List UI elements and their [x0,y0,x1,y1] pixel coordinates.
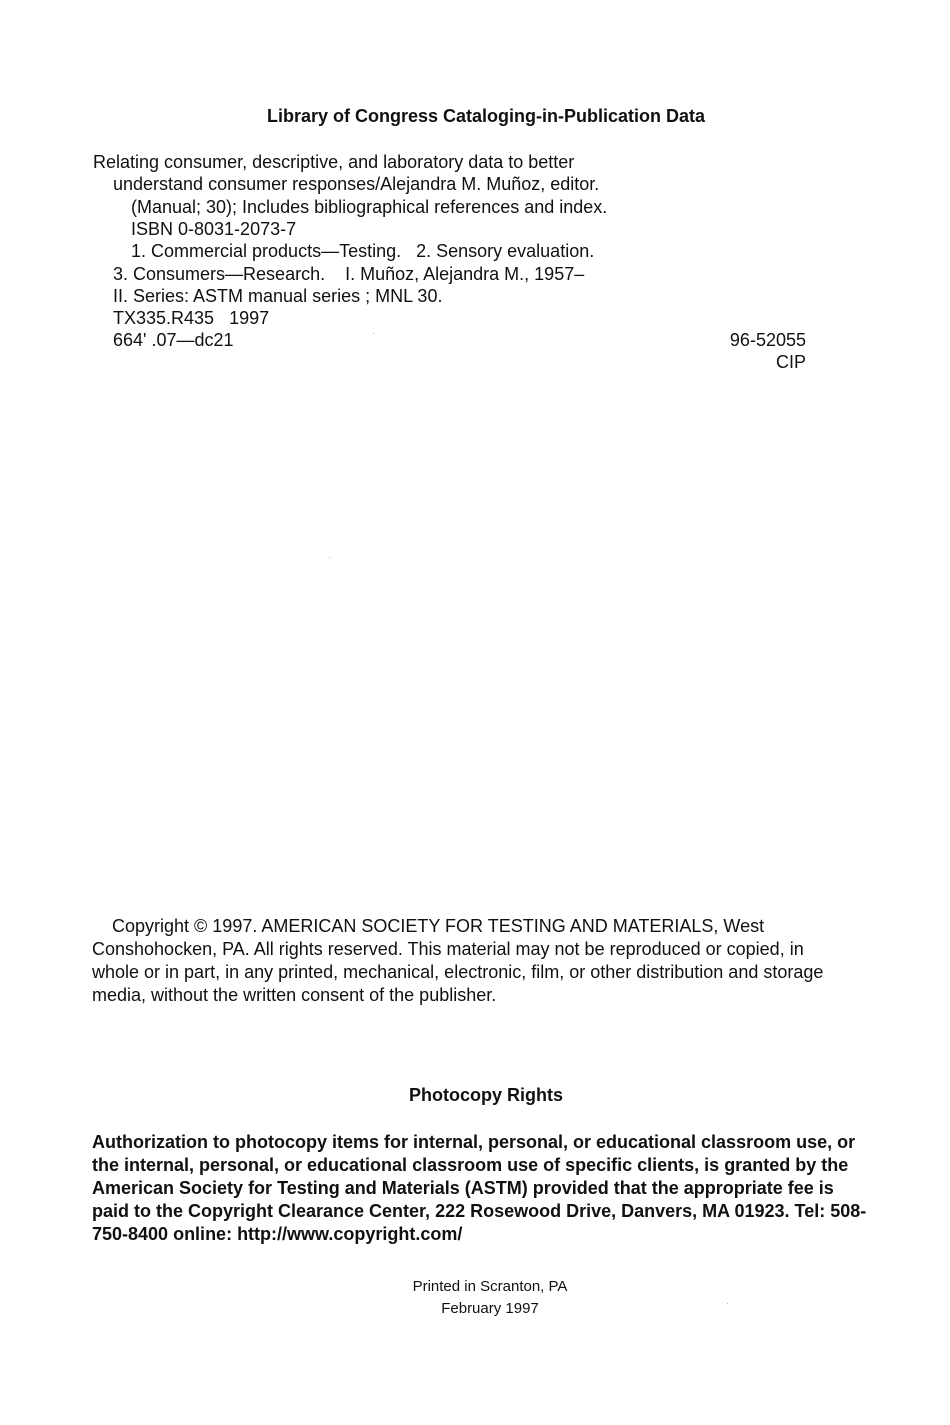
cip-line-series-note: (Manual; 30); Includes bibliographical references and index. [131,197,608,217]
print-speck [373,333,374,334]
cip-label: CIP [775,352,806,372]
cip-line-subjects-1: 1. Commercial products—Testing. 2. Sensory evaluation. [131,241,595,261]
cip-heading: Library of Congress Cataloging-in-Publication Data [266,106,706,126]
printed-place: Printed in Scranton, PA [412,1278,568,1295]
cip-line-subjects-2: 3. Consumers—Research. I. Muñoz, Alejandra M., 1957– [113,264,585,284]
cip-line-series: II. Series: ASTM manual series ; MNL 30. [113,286,443,306]
cip-line-call-number: TX335.R435 1997 [113,308,270,328]
cip-line-isbn: ISBN 0-8031-2073-7 [131,219,297,239]
cip-lccn: 96-52055 [729,330,806,350]
print-speck [329,557,330,558]
printed-date: February 1997 [441,1300,539,1317]
cip-line-title: Relating consumer, descriptive, and laboratory data to better [93,152,575,172]
photocopy-rights-heading: Photocopy Rights [409,1085,563,1105]
photocopy-authorization: Authorization to photocopy items for internal, personal, or educational classroom use, or the internal, personal, or educational classroom use of specific clients, is granted by the American Society for Testing and Materials (ASTM) provided that the appropriate fee is paid to the Copyright Clearance Center, 222 Rosewood Drive, Danvers, MA 01923. Tel: 508-750-8400 online: http://www.copyright.com/ [92,1132,867,1244]
copyright-notice: Copyright © 1997. AMERICAN SOCIETY FOR TESTING AND MATERIALS, West Conshohocken, PA. All rights reserved. This material may not be reproduced or copied, in whole or in part, in any printed, mechanical, electronic, film, or other distribution and storage media, without the written consent of the publisher. [92,916,824,1005]
cip-line-editor: understand consumer responses/Alejandra M. Muñoz, editor. [113,174,600,194]
cip-line-dewey: 664' .07—dc21 [113,330,234,350]
